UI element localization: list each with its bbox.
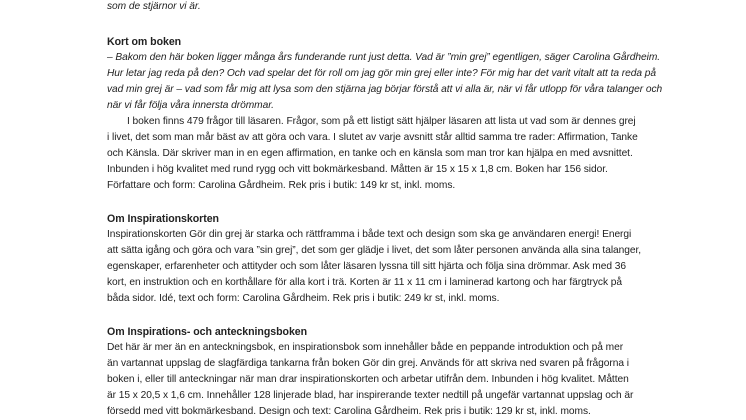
section-heading-om-inspirationskorten: Om Inspirationskorten [107,213,219,225]
body-line: är 15 x 20,5 x 1,6 cm. Innehåller 128 linjerade blad, har inspirerande texter nedtill på ungefär vartannat uppslag och är [107,390,634,401]
section-heading-kort-om-boken: Kort om boken [107,36,182,48]
body-line: båda sidor. Idé, text och form: Carolina Gårdheim. Rek pris i butik: 249 kr st, inkl. moms. [107,293,500,304]
quote-line: – Bakom den här boken ligger många års funderande runt just detta. Vad är ”min grej” egentligen, säger Carolina Gårdheim. [107,52,661,63]
body-line: kort, en instruktion och en korthållare för alla kort i trä. Korten är 11 x 11 cm i laminerad kartong och har färgtryck på [107,277,623,288]
body-line: I boken finns 479 frågor till läsaren. Frågor, som på ett listigt sätt hjälper läsaren att lista ut vad som är dennes grej [127,116,636,127]
body-line: Inbunden i hög kvalitet med rund rygg och vitt bokmärkesband. Måtten är 15 x 15 x 1,8 cm. Boken har 156 sidor. [107,164,608,175]
body-line: Författare och form: Carolina Gårdheim. Rek pris i butik: 149 kr st, inkl. moms. [107,180,456,191]
body-line: egenskaper, erfarenheter och attityder och som låter läsaren lyssna till sitt hjärta och följa sina drömmar. Ask med 36 [107,261,626,272]
body-line: Inspirationskorten Gör din grej är starka och rättframma i både text och design som ska ge användaren energi! Energi [107,229,632,240]
body-line: och Känsla. Där skriver man in en egen affirmation, en tanke och en känsla som man tror kan hjälpa en med avsnittet. [107,148,633,159]
quote-line: Hur letar jag reda på den? Och vad spelar det för roll om jag gör min grej eller inte? För mig har det varit vitalt att ta reda på [107,68,656,79]
body-line: försedd med vitt bokmärkesband. Design och text: Carolina Gårdheim. Rek pris i butik: 129 kr st, inkl. moms. [107,406,591,417]
body-line: att sätta igång och göra och vara ”sin grej”, det som ger glädje i livet, det som låter personen använda alla sina talanger, [107,245,642,256]
body-line: Det här är mer än en anteckningsbok, en inspirationsbok som innehåller både en peppande introduktion och på mer [107,342,624,353]
quote-line: vad min grej är – vad som får mig att lysa som den stjärna jag börjar förstå att vi alla är, när vi får utlopp för våra talanger och [107,84,663,95]
intro-closing-line: som de stjärnor vi är. [107,1,201,12]
body-line: än vartannat uppslag de slagfärdiga tankarna från boken Gör din grej. Används för att skriva ned svaren på frågorna i [107,358,629,369]
section-heading-om-anteckningsboken: Om Inspirations- och anteckningsboken [107,326,308,338]
body-line: boken i, eller till anteckningar när man drar inspirationskorten och arbetar utifrån dem. Inbunden i hög kvalitet. Måtten [107,374,629,385]
quote-line: när vi får följa våra innersta drömmar. [107,100,274,111]
body-line: i livet, det som man mår bäst av att göra och vara. I slutet av varje avsnitt står alltid samma tre rader: Affirmation, Tanke [107,132,638,143]
